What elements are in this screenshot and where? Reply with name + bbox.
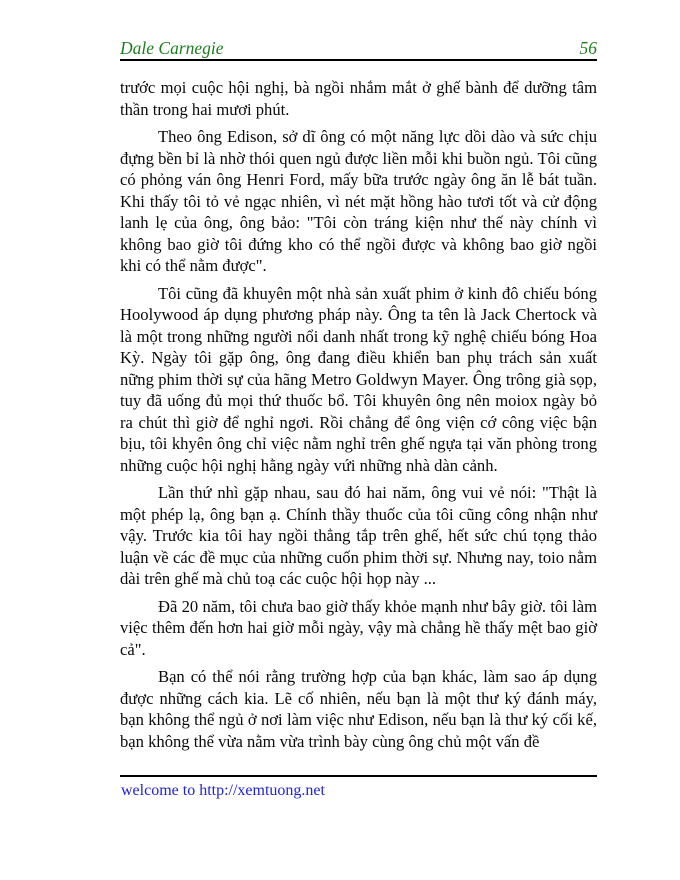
body-paragraph: Theo ông Edison, sở dĩ ông có một năng lực dồi dào và sức chịu đựng bền bỉ là nhờ thói quen ngủ được liền mỗi khi buồn ngủ. Tôi cũng có phỏng ván ông Henri Ford, mấy bữa trước ngày ông ăn lễ bát tuần. Khi thấy tôi tỏ vẻ ngạc nhiên, vì nét mặt hồng hào tươi tốt và cử động lanh lẹ của ông, ông bảo: "Tôi còn tráng kiện như thế này chính vì không bao giờ tôi đứng kho có thể ngồi được và không bao giờ ngồi khi có thể nằm được". [120, 127, 597, 275]
body-paragraph: trước mọi cuộc hội nghị, bà ngồi nhắm mắt ở ghế bành để dưỡng tâm thần trong hai mươi phút. [120, 78, 597, 119]
body-paragraph: Tôi cũng đã khuyên một nhà sản xuất phim ở kinh đô chiếu bóng Hoolywood áp dụng phương pháp này. Ông ta tên là Jack Chertock và là một trong những người nổi danh nhất trong kỹ nghệ chiếu bóng Hoa Kỳ. Ngày tôi gặp ông, ông đang điều khiển ban phụ trách sản xuất nững phim thời sự của hãng Metro Goldwyn Mayer. Ông trông già sọp, tuy đã uống đủ mọi thứ thuốc bổ. Tôi khuyên ông nên moiox ngày bỏ ra chút thì giờ để nghỉ ngơi. Rồi chẳng để ông viện cớ công việc bận bịu, tôi khyên ông chỉ việc nằm nghỉ trên ghế ngựa tại văn phòng trong những cuộc hội nghị hằng ngày vứi những nhà dàn cảnh. [120, 283, 597, 475]
footer-link[interactable]: welcome to http://xemtuong.net [121, 782, 325, 799]
body-paragraph: Bạn có thể nói rằng trường hợp của bạn khác, làm sao áp dụng được những cách kia. Lẽ cố nhiên, nếu bạn là một thư ký đánh máy, bạn không thể ngủ ở nơi làm việc như Edison, nếu bạn là thư ký cối kế, bạn không thể vừa nằm vừa trình bày cùng ông chủ một vấn đề [120, 667, 597, 751]
page-header [120, 38, 597, 59]
header-author: Dale Carnegie [120, 38, 224, 58]
body-paragraph: Lần thứ nhì gặp nhau, sau đó hai năm, ông vui vẻ nói: "Thật là một phép lạ, ông bạn ạ. Chính thầy thuốc của tôi cũng công nhận như vậy. Trước kia tôi hay ngồi thẳng tắp trên ghế, hết sức chú tọng thảo luận về các đề mục của những cuốn phim thời sự. Nhưng nay, toio nằm dài trên ghế mà chủ toạ các cuộc hội họp này ... [120, 483, 597, 588]
header-page-number: 56 [579, 38, 597, 58]
page-body [120, 77, 597, 758]
footer-divider [120, 775, 597, 777]
body-paragraph: Đã 20 năm, tôi chưa bao giờ thấy khỏe mạnh như bây giờ. tôi làm việc thêm đến hơn hai giờ mỗi ngày, vậy mà chẳng hề thấy mệt bao giờ cả". [120, 596, 597, 659]
header-divider [120, 59, 597, 61]
